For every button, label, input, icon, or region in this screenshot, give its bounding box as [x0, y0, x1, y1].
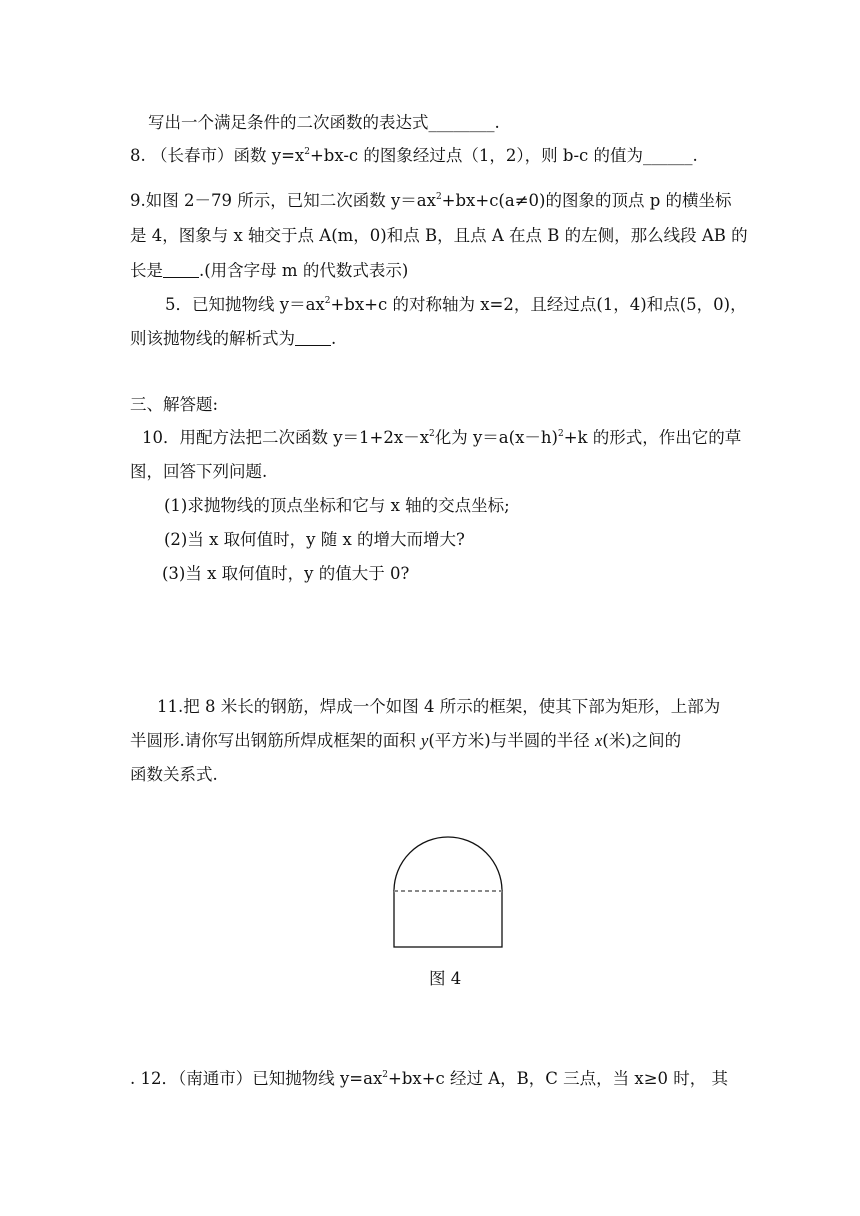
q9-line1-pre: 9.如图 2－79 所示，已知二次函数 y＝ax: [130, 191, 436, 210]
figure-caption-line: [429, 969, 461, 989]
figure-caption: 图 4: [429, 969, 462, 988]
question-12: [130, 1069, 728, 1089]
q10-sub2: (2)当 x 取何值时，y 随 x 的增大而增大?: [164, 530, 465, 549]
section-heading: [130, 395, 218, 415]
q11-line2-pre: 半圆形.请你写出钢筋所焊成框架的面积: [130, 731, 421, 750]
q11-line2-post: (米)之间的: [602, 731, 682, 750]
q10-line1-pre: 10．用配方法把二次函数 y＝1+2x－x: [142, 428, 429, 447]
q11-line2-mid: (平方米)与半圆的半径: [428, 731, 595, 750]
q9-line3-post: .(用含字母 m 的代数式表示): [199, 261, 409, 280]
question-8: [130, 146, 698, 166]
q5-line1-pre: 5．已知抛物线 y＝ax: [165, 295, 325, 314]
q7-tail-text: 写出一个满足条件的二次函数的表达式________.: [148, 113, 500, 132]
question-10-line-1: [142, 428, 741, 448]
q10-line1-mid: 化为 y＝a(x－h): [434, 428, 558, 447]
q12-pre: . 12．（南通市）已知抛物线 y=ax: [130, 1069, 383, 1088]
frame-figure: [388, 816, 508, 952]
q10-exponent-1: 2: [429, 429, 435, 439]
semicircle-arc: [394, 837, 502, 891]
rectangle-frame: [394, 891, 502, 947]
question-10-sub-2: [164, 530, 465, 550]
q12-post: +bx+c 经过 A，B，C 三点，当 x≥0 时， 其: [388, 1069, 729, 1088]
q10-line1-post: +k 的形式，作出它的草: [563, 428, 742, 447]
q10-sub3: (3)当 x 取何值时，y 的值大于 0?: [162, 564, 410, 583]
q9-line3-pre: 长是: [130, 261, 163, 280]
variable-x: x: [594, 731, 603, 750]
question-11-line-1: [157, 697, 720, 717]
question-11-line-2: [130, 731, 681, 751]
q10-line2: 图，回答下列问题.: [130, 462, 268, 481]
q12-exponent: 2: [382, 1070, 389, 1080]
variable-y: y: [421, 731, 429, 750]
q10-sub1: (1)求抛物线的顶点坐标和它与 x 轴的交点坐标;: [164, 496, 510, 515]
question-11-line-3: [130, 765, 218, 785]
q9-line1-post: +bx+c(a≠0)的图象的顶点 p 的横坐标: [441, 191, 732, 210]
q8-source: （长春市）: [151, 146, 234, 165]
answer-blank[interactable]: [295, 331, 331, 346]
q5-line2-post: .: [331, 329, 337, 348]
q10-exponent-2: 2: [557, 429, 564, 439]
q9-line2: 是 4，图象与 x 轴交于点 A(m，0)和点 B，且点 A 在点 B 的左侧，那么线段 AB 的: [130, 226, 748, 245]
q11-line3: 函数关系式.: [130, 765, 218, 784]
q9-exponent: 2: [435, 192, 442, 202]
q8-text-pre: 函数 y=x: [233, 146, 305, 165]
question-10-line-2: [130, 462, 267, 482]
q8-exponent: 2: [304, 147, 310, 157]
q8-number: 8.: [130, 146, 146, 165]
question-10-sub-3: [162, 564, 409, 584]
question-10-sub-1: [164, 496, 510, 516]
q5-line1-post: +bx+c 的对称轴为 x=2，且经过点(1，4)和点(5，0)，: [330, 295, 747, 314]
q11-line1: 11.把 8 米长的钢筋，焊成一个如图 4 所示的框架，使其下部为矩形，上部为: [157, 697, 721, 716]
question-9-line-1: [130, 191, 732, 211]
question-9-line-2: [130, 226, 748, 246]
question-5-line-2: [130, 329, 336, 349]
q7-tail-line: [148, 113, 500, 133]
question-5-line-1: [165, 295, 747, 315]
question-9-line-3: [130, 261, 408, 281]
answer-blank[interactable]: [163, 263, 199, 278]
q8-text-post: +bx-c 的图象经过点（1，2），则 b-c 的值为______.: [309, 146, 698, 165]
q5-exponent: 2: [324, 296, 331, 306]
q5-line2-pre: 则该抛物线的解析式为: [130, 329, 295, 348]
section-3-title: 三、解答题:: [130, 395, 219, 414]
